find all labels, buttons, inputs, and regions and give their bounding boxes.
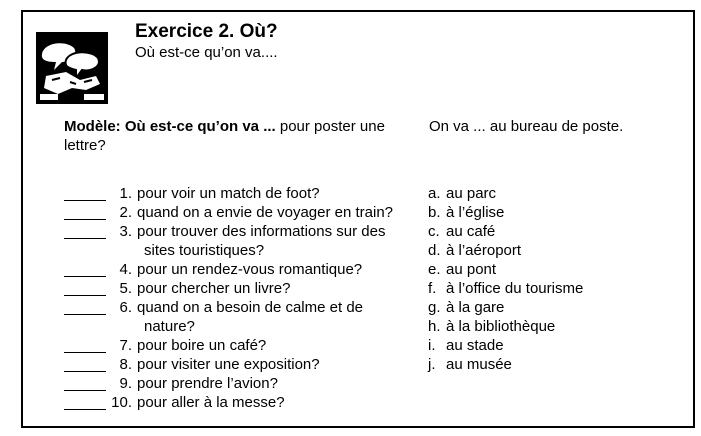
answer-text: à la gare bbox=[446, 299, 505, 316]
model-answer: On va ... au bureau de poste. bbox=[429, 118, 624, 135]
exercise-title: Exercice 2. Où? bbox=[135, 21, 278, 42]
answer-text: au parc bbox=[446, 185, 497, 202]
question-text: pour voir un match de foot? bbox=[137, 185, 320, 202]
model-label: Modèle: Où est-ce qu’on va ... bbox=[64, 118, 276, 135]
question-text-continued: nature? bbox=[144, 318, 195, 335]
answer-text: au stade bbox=[446, 337, 504, 354]
answer-letter: b. bbox=[428, 204, 441, 221]
model-prompt: pour poster une lettre? bbox=[64, 118, 385, 154]
question-text: quand on a envie de voyager en train? bbox=[137, 204, 394, 221]
answer-text: à la bibliothèque bbox=[446, 318, 556, 335]
exercise-subtitle: Où est-ce qu’on va.... bbox=[135, 44, 278, 61]
answer-letter: d. bbox=[428, 242, 441, 259]
question-text: quand on a besoin de calme et de bbox=[137, 299, 364, 316]
answer-letter: h. bbox=[428, 318, 441, 335]
question-number: 4. bbox=[119, 261, 132, 278]
question-text-continued: sites touristiques? bbox=[144, 242, 265, 259]
answer-letter: j. bbox=[428, 356, 436, 373]
answer-letter: e. bbox=[428, 261, 441, 278]
question-text: pour un rendez-vous romantique? bbox=[137, 261, 363, 278]
answer-letter: i. bbox=[428, 337, 436, 354]
answer-letter: f. bbox=[428, 280, 437, 297]
question-text: pour chercher un livre? bbox=[137, 280, 291, 297]
conversation-logo-icon bbox=[36, 32, 108, 104]
answer-text: à l’église bbox=[446, 204, 505, 221]
question-number: 7. bbox=[119, 337, 132, 354]
answer-letter: g. bbox=[428, 299, 441, 316]
question-number: 6. bbox=[119, 299, 132, 316]
question-number: 1. bbox=[119, 185, 132, 202]
answer-text: au café bbox=[446, 223, 496, 240]
question-number: 10. bbox=[111, 394, 132, 411]
question-text: pour boire un café? bbox=[137, 337, 267, 354]
answer-text: au pont bbox=[446, 261, 497, 278]
answer-text: au musée bbox=[446, 356, 512, 373]
question-number: 8. bbox=[119, 356, 132, 373]
model-example bbox=[64, 117, 424, 155]
question-text: pour trouver des informations sur des bbox=[137, 223, 386, 240]
question-text: pour prendre l’avion? bbox=[137, 375, 278, 392]
question-number: 3. bbox=[119, 223, 132, 240]
question-number: 2. bbox=[119, 204, 132, 221]
answer-text: à l’aéroport bbox=[446, 242, 522, 259]
answer-letter: a. bbox=[428, 185, 441, 202]
question-number: 5. bbox=[119, 280, 132, 297]
answer-text: à l’office du tourisme bbox=[446, 280, 584, 297]
question-text: pour aller à la messe? bbox=[137, 394, 285, 411]
answer-letter: c. bbox=[428, 223, 440, 240]
question-text: pour visiter une exposition? bbox=[137, 356, 320, 373]
question-number: 9. bbox=[119, 375, 132, 392]
